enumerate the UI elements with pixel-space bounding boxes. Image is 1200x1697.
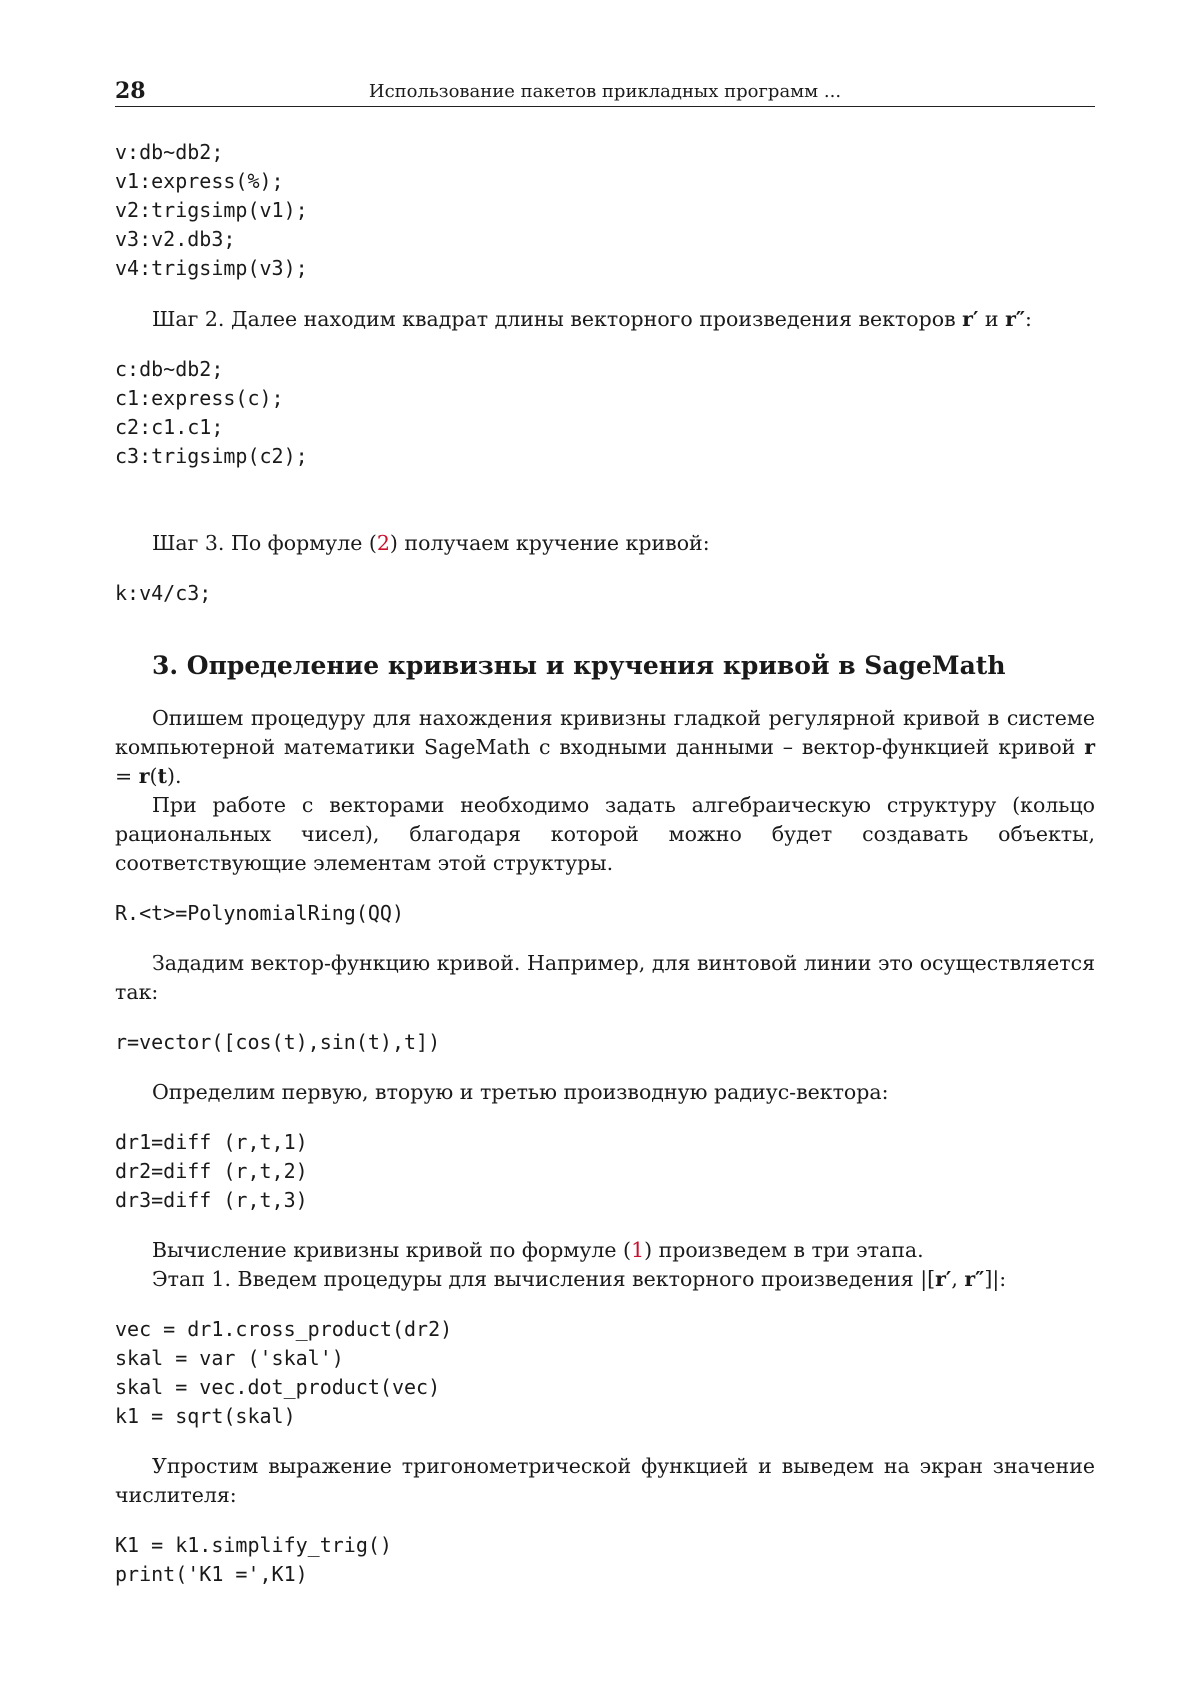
page-header <box>115 78 1095 107</box>
page-number: 28 <box>115 78 146 104</box>
text-span: Вычисление кривизны кривой по формуле ( <box>152 1238 632 1262</box>
math-variable: t <box>157 764 167 788</box>
text-span: ( <box>149 764 158 788</box>
code-line: print('K1 =',K1) <box>115 1562 308 1586</box>
text-span: , <box>951 1267 965 1291</box>
code-line: v:db~db2; <box>115 140 224 164</box>
text-span: ) получаем кручение кривой: <box>389 531 710 555</box>
text-span: и <box>978 307 1006 331</box>
math-vector: r <box>138 764 150 788</box>
code-line: skal = var ('skal') <box>115 1346 344 1370</box>
code-line: K1 = k1.simplify_trig() <box>115 1533 392 1557</box>
formula-ref-link[interactable]: 1 <box>631 1238 645 1262</box>
paragraph <box>115 1236 1095 1265</box>
paragraph: Определим первую, вторую и третью производную радиус-вектора: <box>152 1080 889 1104</box>
code-line: v1:express(%); <box>115 169 284 193</box>
code-line: c2:c1.c1; <box>115 415 224 439</box>
code-line: v4:trigsimp(v3); <box>115 256 308 280</box>
math-vector: r′ <box>962 307 979 331</box>
code-block <box>115 1128 1095 1215</box>
code-line: k1 = sqrt(skal) <box>115 1404 296 1428</box>
text-span: Шаг 2. Далее находим квадрат длины векторного произведения векторов <box>152 307 963 331</box>
code-block <box>115 1315 1095 1431</box>
code-line: dr3=diff (r,t,3) <box>115 1188 308 1212</box>
code-block <box>115 138 1095 283</box>
math-vector: r′ <box>935 1267 952 1291</box>
code-line: vec = dr1.cross_product(dr2) <box>115 1317 453 1341</box>
paragraph: При работе с векторами необходимо задать алгебраическую структуру (кольцо рациональных чисел), благодаря которой можно будет создавать объекты, соответствующие элементам этой структуры. <box>115 793 1095 875</box>
paragraph: Упростим выражение тригонометрической функцией и выведем на экран значение числителя: <box>115 1454 1095 1507</box>
code-line: dr1=diff (r,t,1) <box>115 1130 308 1154</box>
math-vector: r″ <box>1005 307 1026 331</box>
step3-paragraph <box>115 529 1095 558</box>
paragraph <box>115 704 1095 791</box>
code-line: c1:express(c); <box>115 386 284 410</box>
code-block <box>115 355 1095 471</box>
text-span: Этап 1. Введем процедуры для вычисления векторного произведения |[ <box>152 1267 936 1291</box>
math-vector: r <box>1084 735 1095 759</box>
section-heading: 3. Определение кривизны и кручения кривой в SageMath <box>152 651 1006 680</box>
text-span: ]|: <box>984 1267 1007 1291</box>
code-line: c:db~db2; <box>115 357 224 381</box>
page-body <box>115 138 1095 1589</box>
paragraph <box>115 1265 1095 1294</box>
text-span: Шаг 3. По формуле ( <box>152 531 377 555</box>
text-span: ) произведем в три этапа. <box>644 1238 924 1262</box>
code-line: c3:trigsimp(c2); <box>115 444 308 468</box>
math-vector: r″ <box>964 1267 985 1291</box>
code-line: dr2=diff (r,t,2) <box>115 1159 308 1183</box>
paragraph: Зададим вектор-функцию кривой. Например, для винтовой линии это осуществляется так: <box>115 951 1095 1004</box>
code-block <box>115 1028 1095 1057</box>
code-line: v2:trigsimp(v1); <box>115 198 308 222</box>
code-block <box>115 1531 1095 1589</box>
step2-paragraph <box>115 305 1095 334</box>
formula-ref-link[interactable]: 2 <box>376 531 390 555</box>
code-line: r=vector([cos(t),sin(t),t]) <box>115 1030 441 1054</box>
text-span: : <box>1025 307 1032 331</box>
code-line: v3:v2.db3; <box>115 227 236 251</box>
code-line: skal = vec.dot_product(vec) <box>115 1375 441 1399</box>
code-line: R.<t>=PolynomialRing(QQ) <box>115 901 404 925</box>
code-line: k:v4/c3; <box>115 581 212 605</box>
text-span: Опишем процедуру для нахождения кривизны гладкой регулярной кривой в системе компьютерной математики SageMath с входными данными – вектор-функцией кривой <box>115 706 1095 759</box>
running-title: Использование пакетов прикладных программ ... <box>368 81 842 102</box>
text-span: = <box>115 764 139 788</box>
code-block <box>115 899 1095 928</box>
text-span: ). <box>167 764 182 788</box>
code-block <box>115 579 1095 608</box>
